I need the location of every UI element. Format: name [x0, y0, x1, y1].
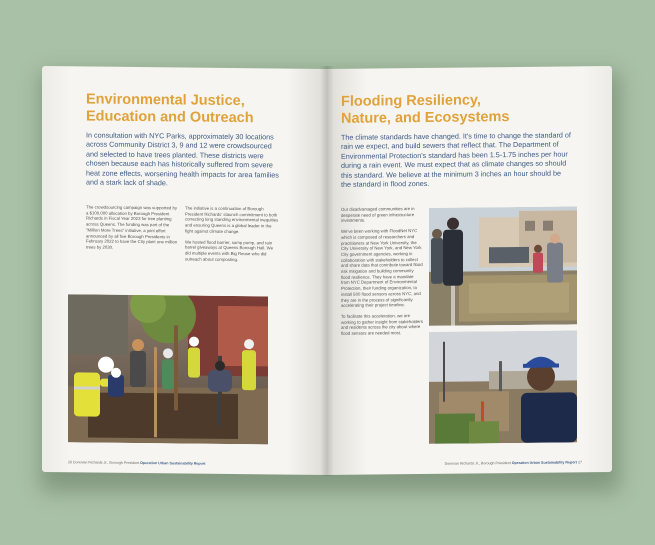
left-title-line2: Education and Outreach	[86, 108, 254, 127]
left-page	[42, 66, 327, 475]
left-col2-paragraph-2: We hosted flood barrier, sump pump, and rain barrel giveaways at Queens Borough Hall. We did multiple events with Big Reuse who did outreach about composting.	[185, 239, 274, 262]
left-col1-paragraph: The crowdsourcing campaign was supported by a $100,000 allocation by Borough President Richards in Fiscal Year 2023 for tree planting across Queens. The funding was part of the "Million More Trees" initiative, a joint effort announced by all five Borough Presidents in February 2022 to have the City plant one million trees by 2030.	[86, 204, 178, 250]
left-column-1	[86, 204, 178, 256]
right-paragraph-1: Our disadvantaged communities are in desperate need of green infrastructure investments.	[341, 206, 415, 224]
left-footer-report: Operation Urban Sustainability Report	[140, 461, 206, 466]
right-footer	[445, 460, 582, 465]
right-title-line2: Nature, and Ecosystems	[341, 109, 510, 127]
construction-site-photo	[429, 330, 577, 444]
left-page-title	[86, 91, 286, 127]
left-page-number: 26	[68, 460, 72, 465]
left-column-2	[185, 205, 279, 267]
right-paragraph-2: We've been working with FloodNet NYC which is composed of researchers and practitioners at New York University, the City University of New York, and New York City government agencies, working in collaboration with stakeholders to collect and share data that contribute toward flood risk mitigation and building community flood resilience. They have a mandate from NYC Department of Environmental Protection, their funding organization, to install 500 flood sensors across NYC, and they are in the process of significantly accelerating their project timeline.	[341, 228, 423, 309]
magazine-spread	[42, 66, 612, 476]
right-lead-paragraph: The climate standards have changed. It's time to change the standard of rain we expect, and build sewers that reflect that. The Department of Environmental Protection's standard has been 1.5-1.75 inches per hour during a rain event. We must expect that as climate changes so should this standard. We believe at the minimum 3 inches an hour should be the standard in flood zones.	[341, 130, 571, 189]
tree-planting-photo	[68, 294, 268, 444]
right-page	[327, 66, 612, 475]
right-footer-name: Donovan Richards Jr., Borough President	[444, 461, 511, 466]
right-page-number: 27	[578, 460, 582, 465]
left-title-line1: Environmental Justice,	[86, 91, 245, 110]
left-footer	[68, 460, 205, 465]
right-paragraph-3: To facilitate this acceleration, we are working to gather insight from stakeholders and residents across the city about where flood sensors are needed most.	[341, 313, 423, 336]
right-page-title	[341, 92, 561, 128]
right-footer-report: Operation Urban Sustainability Report	[511, 460, 577, 466]
flooded-street-photo	[429, 206, 577, 326]
book-gutter	[320, 66, 334, 476]
left-col2-paragraph-1: The initiative is a continuation of Borough President Richards' staunch commitment to both correcting long standing environmental inequities and ensuring Queens is a global leader in the fight against climate change.	[185, 205, 279, 234]
right-text-column	[341, 206, 423, 342]
right-title-line1: Flooding Resiliency,	[341, 92, 481, 110]
left-footer-name: Donovan Richards Jr., Borough President	[73, 460, 140, 466]
left-lead-paragraph: In consultation with NYC Parks, approximately 30 locations across Community District 3, 9 and 12 were crowdsourced and selected to have trees planted. These districts were chosen because each has historically suffered from severe heat zone effects, worsening health impacts for area families and a stark lack of shade.	[86, 130, 279, 188]
